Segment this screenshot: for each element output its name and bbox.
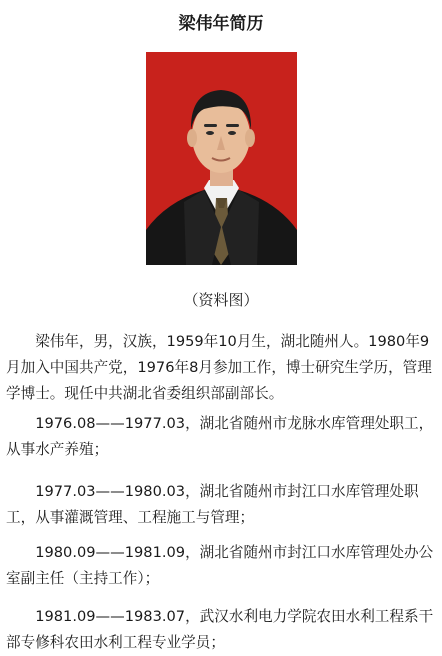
paragraph-career-4: 1981.09——1983.07，武汉水利电力学院农田水利工程系干部专修科农田水利工程专业学员； bbox=[6, 608, 434, 651]
paragraph-career-2: 1977.03——1980.03，湖北省随州市封江口水库管理处职工，从事灌溉管理、工程施工与管理； bbox=[6, 483, 419, 526]
portrait-illustration bbox=[146, 52, 297, 265]
page-title: 梁伟年简历 bbox=[178, 14, 264, 34]
portrait-photo bbox=[146, 52, 297, 265]
paragraph-career-3: 1980.09——1981.09，湖北省随州市封江口水库管理处办公室副主任（主持工作）； bbox=[6, 544, 434, 587]
paragraph-intro: 梁伟年，男，汉族，1959年10月生，湖北随州人。1980年9月加入中国共产党，1976年8月参加工作，博士研究生学历，管理学博士。现任中共湖北省委组织部副部长。 bbox=[6, 333, 432, 402]
photo-caption: （资料图） bbox=[183, 291, 259, 309]
paragraph-career-1: 1976.08——1977.03，湖北省随州市龙脉水库管理处职工，从事水产养殖； bbox=[6, 415, 434, 458]
